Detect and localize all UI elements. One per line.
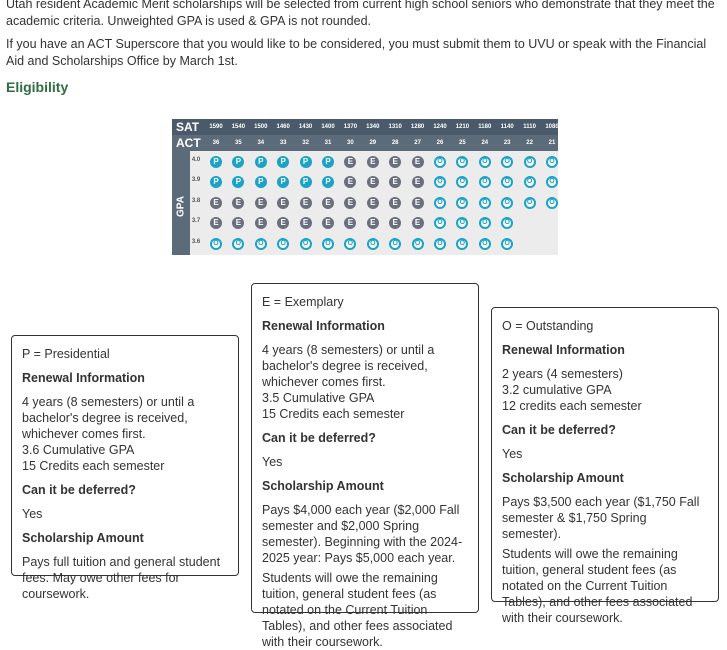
sat-score-label: 1180: [478, 124, 492, 130]
presidential-cell: P: [277, 176, 289, 188]
outstanding-cell: O: [434, 197, 446, 209]
presidential-cell: P: [300, 176, 312, 188]
exemplary-cell: E: [412, 197, 424, 209]
outstanding-cell: O: [501, 217, 513, 229]
exemplary-title: E = Exemplary: [262, 295, 344, 309]
act-score-label: 23: [503, 140, 511, 146]
gpa-value-label: 3.6: [191, 238, 201, 245]
presidential-cell: P: [322, 176, 334, 188]
presidential-cell: P: [232, 176, 244, 188]
exemplary-cell: E: [389, 217, 401, 229]
sat-label: SAT: [176, 120, 200, 134]
act-label: ACT: [176, 136, 201, 150]
intro-text: [6, 0, 724, 76]
gpa-eligibility-chart: [172, 119, 558, 255]
exemplary-cell: E: [344, 156, 356, 168]
presidential-cell: P: [210, 176, 222, 188]
outstanding-renewal-text: [502, 366, 708, 414]
act-score-label: 35: [235, 140, 242, 146]
outstanding-cell: O: [456, 176, 468, 188]
act-score-label: 26: [436, 140, 444, 146]
intro-paragraph-1: Utah resident Academic Merit scholarships will be selected from current high school seniors who demonstrate that they meet the academic criteria. Unweighted GPA is used & GPA is not rounded.: [6, 0, 715, 28]
presidential-title: P = Presidential: [22, 347, 110, 361]
exemplary-cell: E: [277, 217, 289, 229]
exemplary-cell: E: [255, 197, 267, 209]
outstanding-cell: O: [479, 176, 491, 188]
act-score-label: 27: [414, 140, 421, 146]
sat-score-label: 1280: [410, 124, 425, 130]
outstanding-amount-text-2: Students will owe the remaining tuition, general student fees (as notated on the Current Tuition Tables), and other fees associated with their coursework.: [502, 547, 693, 625]
sat-score-label: 1310: [388, 124, 402, 130]
sat-header-row: [172, 119, 558, 135]
act-score-label: 32: [302, 140, 309, 146]
presidential-amount-text: Pays full tuition and general student fees. May owe other fees for coursework.: [22, 555, 221, 601]
presidential-cell: P: [277, 156, 289, 168]
outstanding-cell: O: [434, 156, 446, 168]
exemplary-cell: E: [210, 197, 222, 209]
act-score-label: 29: [369, 140, 377, 146]
act-score-label: 36: [212, 140, 220, 146]
exemplary-cell: E: [232, 197, 244, 209]
outstanding-cell: O: [277, 238, 289, 250]
outstanding-cell: O: [501, 176, 513, 188]
exemplary-cell: E: [277, 197, 289, 209]
outstanding-amount-text-1: Pays $3,500 each year ($1,750 Fall semester & $1,750 Spring semester).: [502, 495, 700, 541]
outstanding-renewal-line: 2 years (4 semesters): [502, 367, 623, 381]
exemplary-cell: E: [367, 197, 379, 209]
exemplary-cell: E: [389, 176, 401, 188]
exemplary-defer-heading: Can it be deferred?: [262, 431, 376, 445]
gpa-value-label: 4.0: [191, 156, 201, 163]
gpa-value-label: 3.7: [191, 218, 201, 225]
outstanding-renewal-line: 3.2 cumulative GPA: [502, 383, 612, 397]
presidential-renewal-heading: Renewal Information: [22, 371, 145, 385]
exemplary-renewal-heading: Renewal Information: [262, 319, 385, 333]
presidential-cell: P: [255, 176, 267, 188]
outstanding-cell: O: [546, 156, 558, 168]
outstanding-cell: O: [434, 217, 446, 229]
outstanding-cell: O: [412, 238, 424, 250]
outstanding-cell: O: [389, 238, 401, 250]
presidential-cell: P: [210, 156, 222, 168]
exemplary-cell: E: [322, 197, 334, 209]
outstanding-cell: O: [456, 197, 468, 209]
gpa-value-label: 3.8: [191, 197, 201, 204]
exemplary-cell: E: [344, 176, 356, 188]
outstanding-cell: O: [434, 238, 446, 250]
outstanding-info-box: [491, 307, 719, 625]
exemplary-info-box: [251, 283, 479, 649]
exemplary-cell: E: [389, 197, 401, 209]
outstanding-cell: O: [232, 238, 244, 250]
outstanding-cell: O: [524, 176, 536, 188]
act-score-label: 34: [257, 140, 265, 146]
sat-score-label: 1370: [343, 124, 358, 130]
presidential-defer-heading: Can it be deferred?: [22, 483, 136, 497]
act-score-label: 28: [391, 140, 399, 146]
presidential-amount-heading: Scholarship Amount: [22, 531, 144, 545]
sat-score-label: 1590: [209, 124, 223, 130]
exemplary-cell: E: [412, 217, 424, 229]
outstanding-cell: O: [479, 238, 491, 250]
exemplary-cell: E: [322, 217, 334, 229]
exemplary-cell: E: [344, 217, 356, 229]
act-score-label: 33: [279, 140, 287, 146]
exemplary-defer-answer: Yes: [262, 455, 283, 469]
exemplary-cell: E: [367, 217, 379, 229]
presidential-defer-answer: Yes: [22, 507, 43, 521]
exemplary-cell: E: [255, 217, 267, 229]
presidential-renewal-line: 15 Credits each semester: [22, 459, 165, 473]
presidential-cell: P: [232, 156, 244, 168]
outstanding-cell: O: [546, 197, 558, 209]
intro-paragraph-2: If you have an ACT Superscore that you would like to be considered, you must submit them to UVU or speak with the Financial Aid and Scholarships Office by March 1st.: [6, 37, 707, 68]
outstanding-amount-heading: Scholarship Amount: [502, 471, 624, 485]
outstanding-cell: O: [255, 238, 267, 250]
sat-score-label: 1500: [254, 124, 268, 130]
exemplary-cell: E: [300, 217, 312, 229]
outstanding-defer-answer: Yes: [502, 447, 523, 461]
outstanding-title: O = Outstanding: [502, 319, 594, 333]
outstanding-cell: O: [546, 176, 558, 188]
sat-score-label: 1400: [321, 124, 335, 130]
exemplary-cell: E: [232, 217, 244, 229]
exemplary-renewal-line: 3.5 Cumulative GPA: [262, 391, 375, 405]
outstanding-cell: O: [344, 238, 356, 250]
act-header-row: [172, 135, 558, 151]
presidential-info-box: [11, 335, 239, 601]
exemplary-amount-heading: Scholarship Amount: [262, 479, 384, 493]
outstanding-cell: O: [501, 156, 513, 168]
eligibility-heading: Eligibility: [6, 79, 69, 95]
outstanding-defer-heading: Can it be deferred?: [502, 423, 616, 437]
outstanding-cell: O: [456, 156, 468, 168]
presidential-renewal-line: 4 years (8 semesters) or until a bachelor's degree is received, whichever comes first.: [22, 395, 195, 441]
exemplary-cell: E: [300, 197, 312, 209]
sat-score-label: 1080: [545, 124, 559, 130]
exemplary-cell: E: [210, 217, 222, 229]
exemplary-cell: E: [344, 197, 356, 209]
exemplary-amount-text-2: Students will owe the remaining tuition, general student fees (as notated on the Current Tuition Tables), and other fees associated with their coursework.: [262, 571, 453, 649]
act-score-label: 30: [347, 140, 354, 146]
sat-score-label: 1540: [231, 124, 246, 130]
sat-score-label: 1110: [523, 124, 536, 130]
outstanding-cell: O: [322, 238, 334, 250]
outstanding-cell: O: [456, 238, 468, 250]
sat-score-label: 1240: [433, 124, 447, 130]
exemplary-renewal-line: 4 years (8 semesters) or until a bachelor's degree is received, whichever comes first.: [262, 343, 435, 389]
outstanding-cell: O: [210, 238, 222, 250]
gpa-value-label: 3.9: [191, 177, 201, 184]
exemplary-cell: E: [367, 156, 379, 168]
exemplary-cell: E: [367, 176, 379, 188]
outstanding-cell: O: [479, 197, 491, 209]
exemplary-cell: E: [389, 156, 401, 168]
exemplary-cell: E: [412, 176, 424, 188]
exemplary-amount-text-1: Pays $4,000 each year ($2,000 Fall semester and $2,000 Spring semester). Beginning with the 2024-2025 year: Pays $5,000 each year.: [262, 503, 463, 565]
outstanding-renewal-heading: Renewal Information: [502, 343, 625, 357]
outstanding-cell: O: [456, 217, 468, 229]
act-score-label: 25: [459, 140, 466, 146]
outstanding-cell: O: [501, 197, 513, 209]
sat-score-label: 1340: [366, 124, 380, 130]
act-score-label: 21: [548, 140, 556, 146]
gpa-label-strip: [172, 151, 190, 255]
gpa-label: GPA: [175, 196, 187, 217]
outstanding-cell: O: [479, 217, 491, 229]
outstanding-cell: O: [524, 156, 536, 168]
act-score-label: 31: [324, 140, 332, 146]
outstanding-renewal-line: 12 credits each semester: [502, 399, 642, 413]
presidential-renewal-line: 3.6 Cumulative GPA: [22, 443, 135, 457]
presidential-renewal-text: [22, 394, 228, 474]
outstanding-cell: O: [524, 197, 536, 209]
outstanding-cell: O: [367, 238, 379, 250]
outstanding-cell: O: [501, 238, 513, 250]
exemplary-renewal-line: 15 Credits each semester: [262, 407, 405, 421]
sat-score-label: 1210: [455, 124, 470, 130]
sat-score-label: 1460: [276, 124, 290, 130]
outstanding-cell: O: [300, 238, 312, 250]
sat-score-label: 1430: [298, 124, 313, 130]
outstanding-cell: O: [434, 176, 446, 188]
presidential-cell: P: [300, 156, 312, 168]
exemplary-cell: E: [412, 156, 424, 168]
outstanding-cell: O: [479, 156, 491, 168]
presidential-cell: P: [255, 156, 267, 168]
act-score-label: 24: [481, 140, 489, 146]
sat-score-label: 1140: [500, 124, 514, 130]
exemplary-renewal-text: [262, 342, 468, 422]
presidential-cell: P: [322, 156, 334, 168]
act-score-label: 22: [526, 140, 533, 146]
